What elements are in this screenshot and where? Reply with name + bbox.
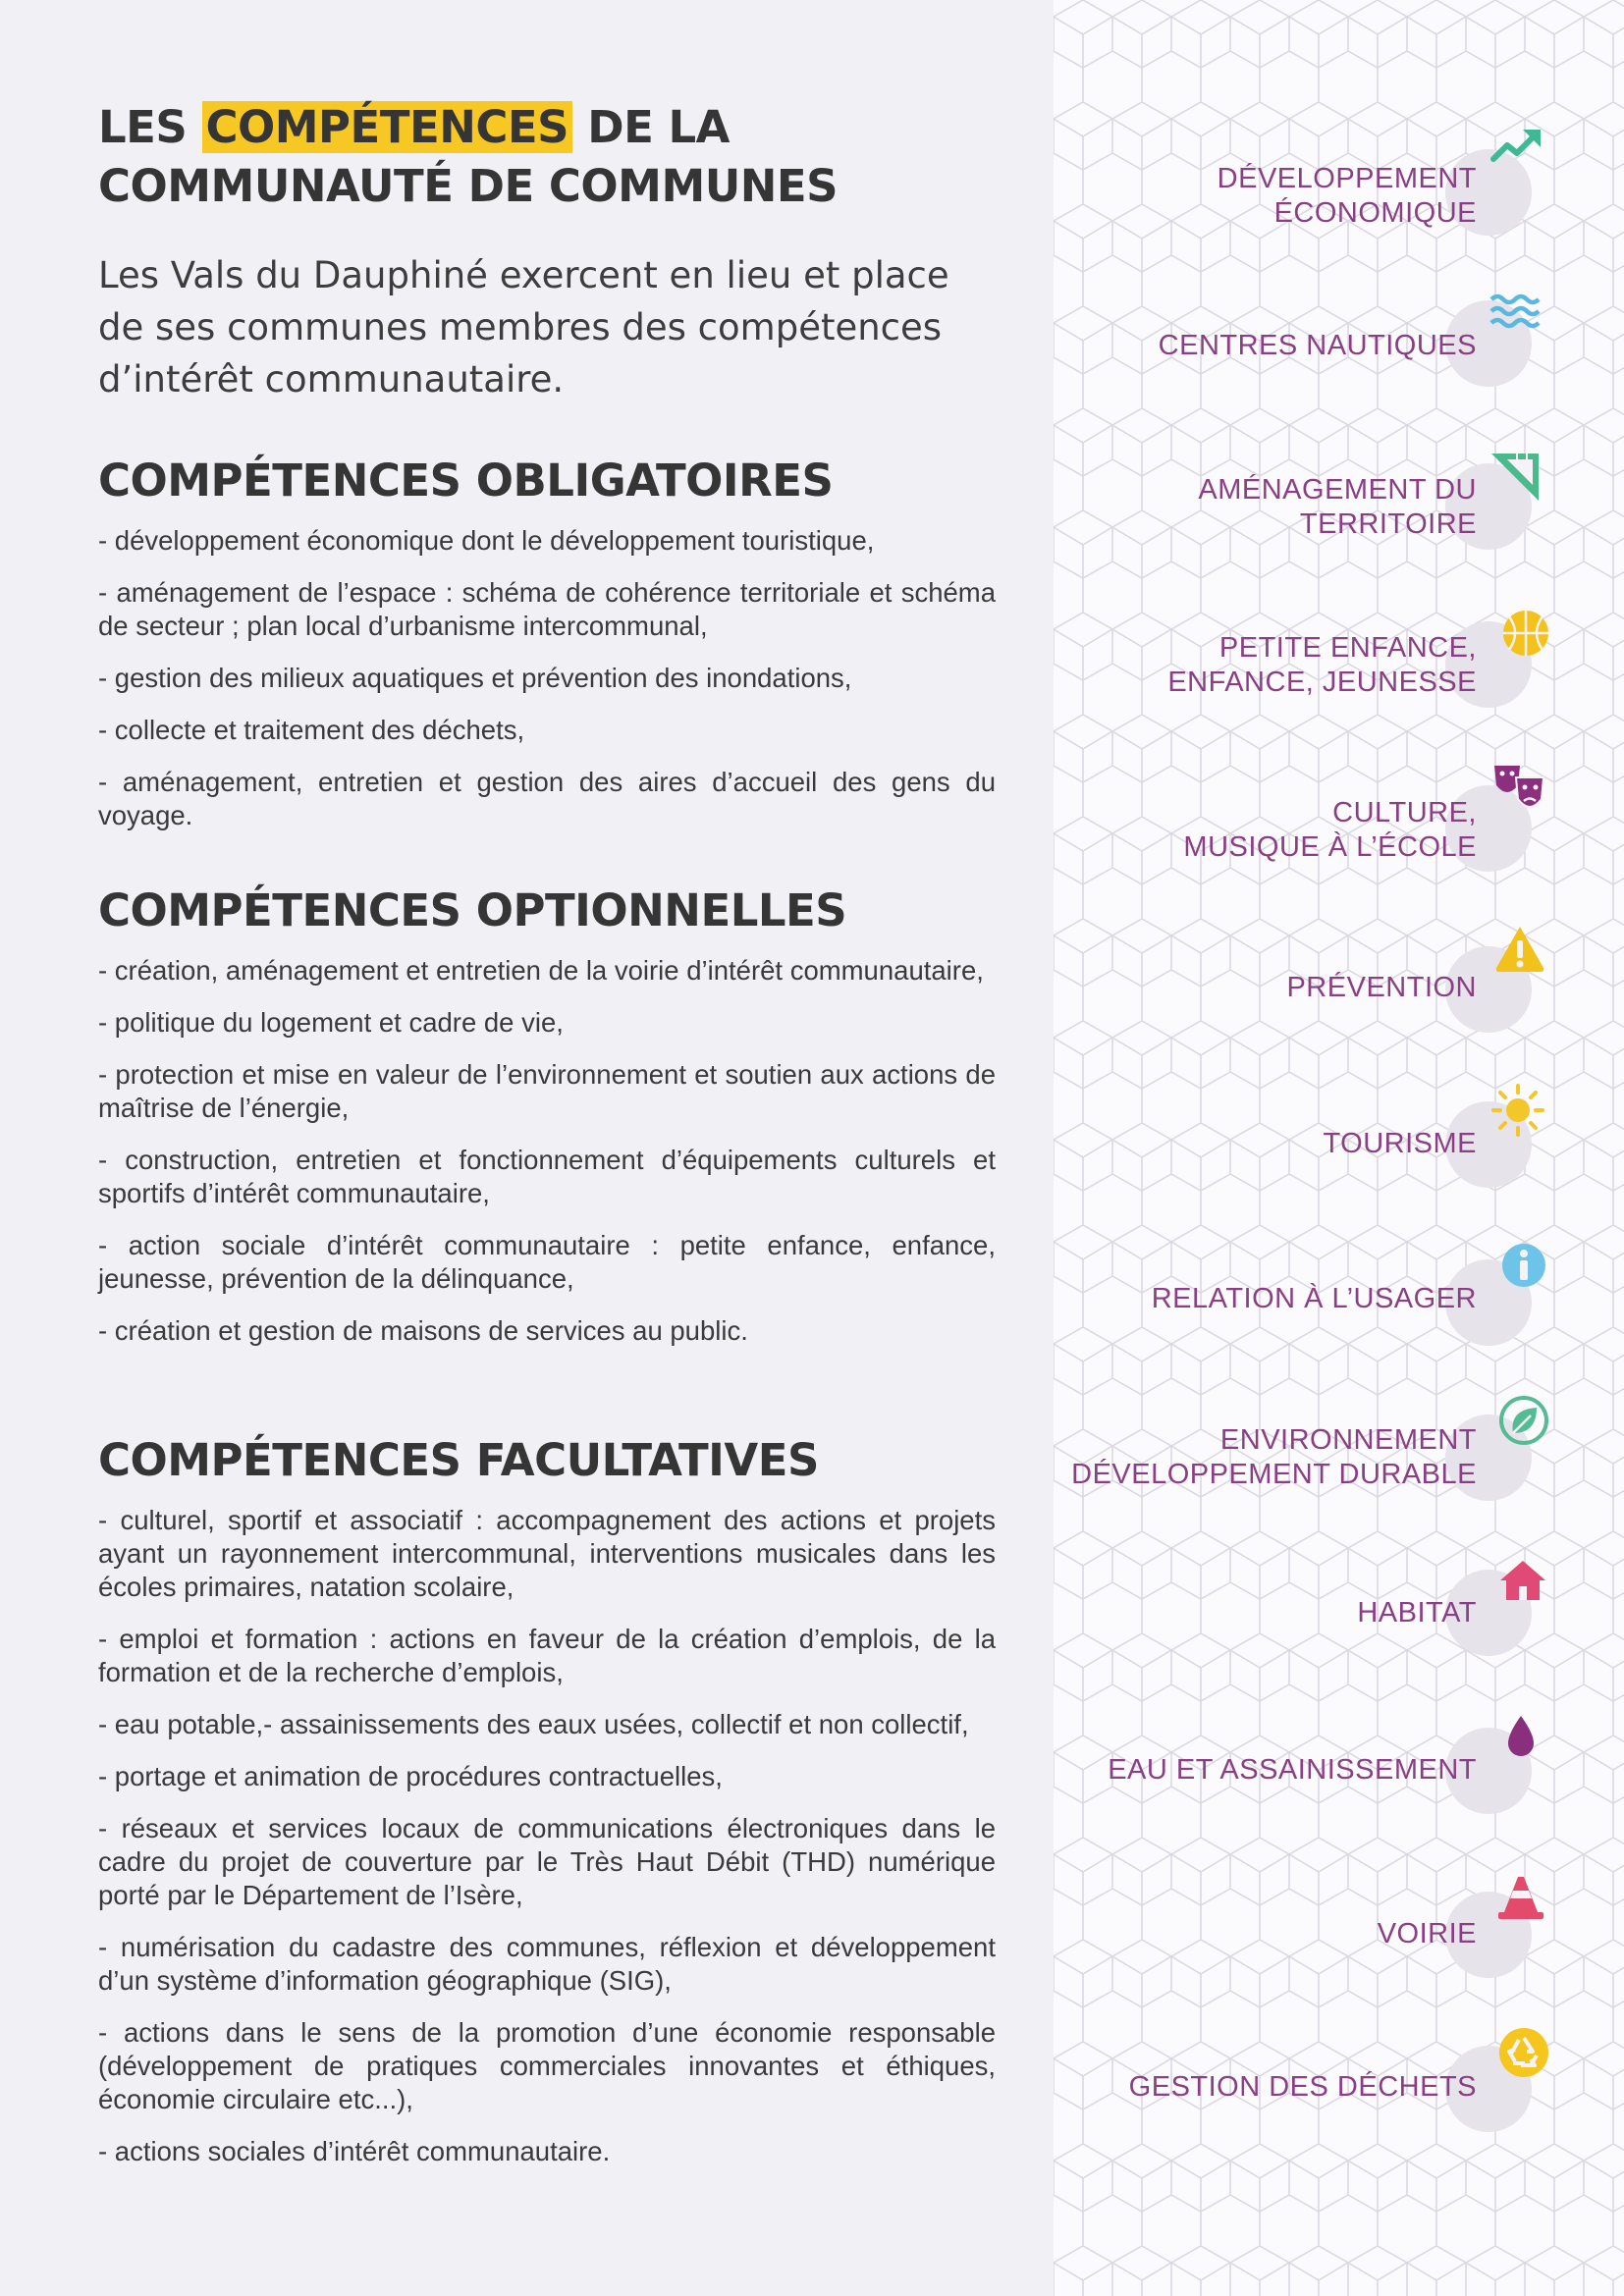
competence-line: ENVIRONNEMENT [1219,1424,1477,1456]
competence-line: EAU ET ASSAINISSEMENT [1108,1754,1477,1786]
warning-icon [1493,923,1546,976]
competence-line: GESTION DES DÉCHETS [1128,2071,1477,2103]
competence-line: ENFANCE, JEUNESSE [1167,667,1477,698]
competence-line: CENTRES NAUTIQUES [1158,330,1477,361]
list-item: - création, aménagement et entretien de la voirie d’intérêt communautaire, [98,955,984,986]
ball-icon [1499,607,1552,660]
sun-icon [1491,1084,1544,1137]
section-title-obligatoires: COMPÉTENCES OBLIGATOIRES [98,454,834,507]
section-title-facultatives: COMPÉTENCES FACULTATIVES [98,1434,819,1486]
list-item: - réseaux et services locaux de communications électroniques dans le cadre du projet de couverture par le Très Haut Débit (THD) numérique porté par le Département de l’Isère, [98,1813,996,1910]
competence-line: HABITAT [1357,1597,1477,1629]
list-item: - politique du logement et cadre de vie, [98,1007,564,1038]
list-item: - actions sociales d’intérêt communautaire. [98,2136,611,2166]
competence-line: TERRITOIRE [1299,508,1477,540]
title-pre: LES [98,101,202,153]
house-icon [1496,1555,1549,1608]
competence-line: ÉCONOMIQUE [1273,197,1477,229]
water-drop-icon [1494,1712,1547,1765]
page-title [98,98,982,216]
competence-line: VOIRIE [1377,1918,1477,1949]
competence-line: AMÉNAGEMENT DU [1198,474,1477,506]
list-item: - création et gestion de maisons de services au public. [98,1315,748,1346]
competence-tourisme [1323,1127,1477,1161]
section-title-optionnelles: COMPÉTENCES OPTIONNELLES [98,884,847,936]
list-item: - numérisation du cadastre des communes, réflexion et développement d’un système d’information géographique (SIG), [98,1932,996,1996]
list-item: - emploi et formation : actions en faveur de la création d’emplois, de la formation et de la recherche d’emplois, [98,1624,996,1687]
recycle-icon [1497,2026,1550,2079]
list-item: - collecte et traitement des déchets, [98,715,525,745]
theater-masks-icon [1492,762,1545,815]
competence-line: PETITE ENFANCE, [1218,632,1477,664]
competence-line: DÉVELOPPEMENT [1217,163,1477,194]
list-facultatives [98,1504,996,2187]
list-item: - aménagement de l’espace : schéma de cohérence territoriale et schéma de secteur ; plan local d’urbanisme intercommunal, [98,577,996,641]
competence-line: CULTURE, [1332,797,1477,828]
competence-eau-assainissement [1108,1753,1477,1788]
trend-arrow-icon [1489,122,1543,175]
list-item: - culturel, sportif et associatif : accompagnement des actions et projets ayant un rayonnement intercommunal, interventions musicales dans les écoles primaires, natation scolaire, [98,1505,996,1602]
competence-habitat [1357,1596,1477,1630]
list-item: - eau potable,- assainissements des eaux usées, collectif et non collectif, [98,1709,969,1739]
list-item: - actions dans le sens de la promotion d’une économie responsable (développement de pratiques commerciales innovantes et éthiques, économie circulaire etc...), [98,2017,996,2114]
list-item: - aménagement, entretien et gestion des aires d’accueil des gens du voyage. [98,767,996,830]
list-item: - action sociale d’intérêt communautaire : petite enfance, enfance, jeunesse, prévention de la délinquance, [98,1230,996,1294]
traffic-cone-icon [1494,1871,1547,1924]
competence-environnement [1071,1423,1477,1492]
intro-text: Les Vals du Dauphiné exercent en lieu et place de ses communes membres des compétences d’intérêt communautaire. [98,254,949,400]
competence-centres-nautiques [1159,329,1477,363]
list-optionnelles [98,954,996,1366]
title-post: DE LA [572,101,730,153]
competence-prevention [1286,971,1477,1005]
competence-line: PRÉVENTION [1286,972,1477,1003]
competence-relation-usager [1152,1282,1477,1316]
competence-gestion-dechets [1129,2070,1477,2105]
list-item: - portage et animation de procédures contractuelles, [98,1761,723,1791]
competence-petite-enfance [1167,631,1477,700]
competence-line: MUSIQUE À L’ÉCOLE [1183,831,1477,863]
leaf-icon [1497,1394,1550,1447]
competence-line: RELATION À L’USAGER [1151,1283,1477,1314]
title-highlight: COMPÉTENCES [202,101,573,153]
list-obligatoires [98,524,996,851]
competence-developpement-economique [1218,162,1477,231]
list-item: - construction, entretien et fonctionnement d’équipements culturels et sportifs d’intérêt communautaire, [98,1145,996,1208]
competence-voirie [1378,1917,1477,1951]
list-item: - développement économique dont le développement touristique, [98,525,875,556]
info-icon [1497,1239,1550,1292]
competence-amenagement-territoire [1198,473,1477,542]
water-waves-icon [1489,288,1543,341]
competence-line: TOURISME [1323,1128,1477,1159]
set-square-icon [1488,450,1541,503]
competence-culture [1183,796,1477,865]
competences-sidebar [1054,0,1624,2296]
list-item: - gestion des milieux aquatiques et prévention des inondations, [98,663,852,693]
title-line2: COMMUNAUTÉ DE COMMUNES [98,160,839,212]
list-item: - protection et mise en valeur de l’environnement et soutien aux actions de maîtrise de l’énergie, [98,1059,996,1123]
competence-line: DÉVELOPPEMENT DURABLE [1071,1459,1477,1490]
